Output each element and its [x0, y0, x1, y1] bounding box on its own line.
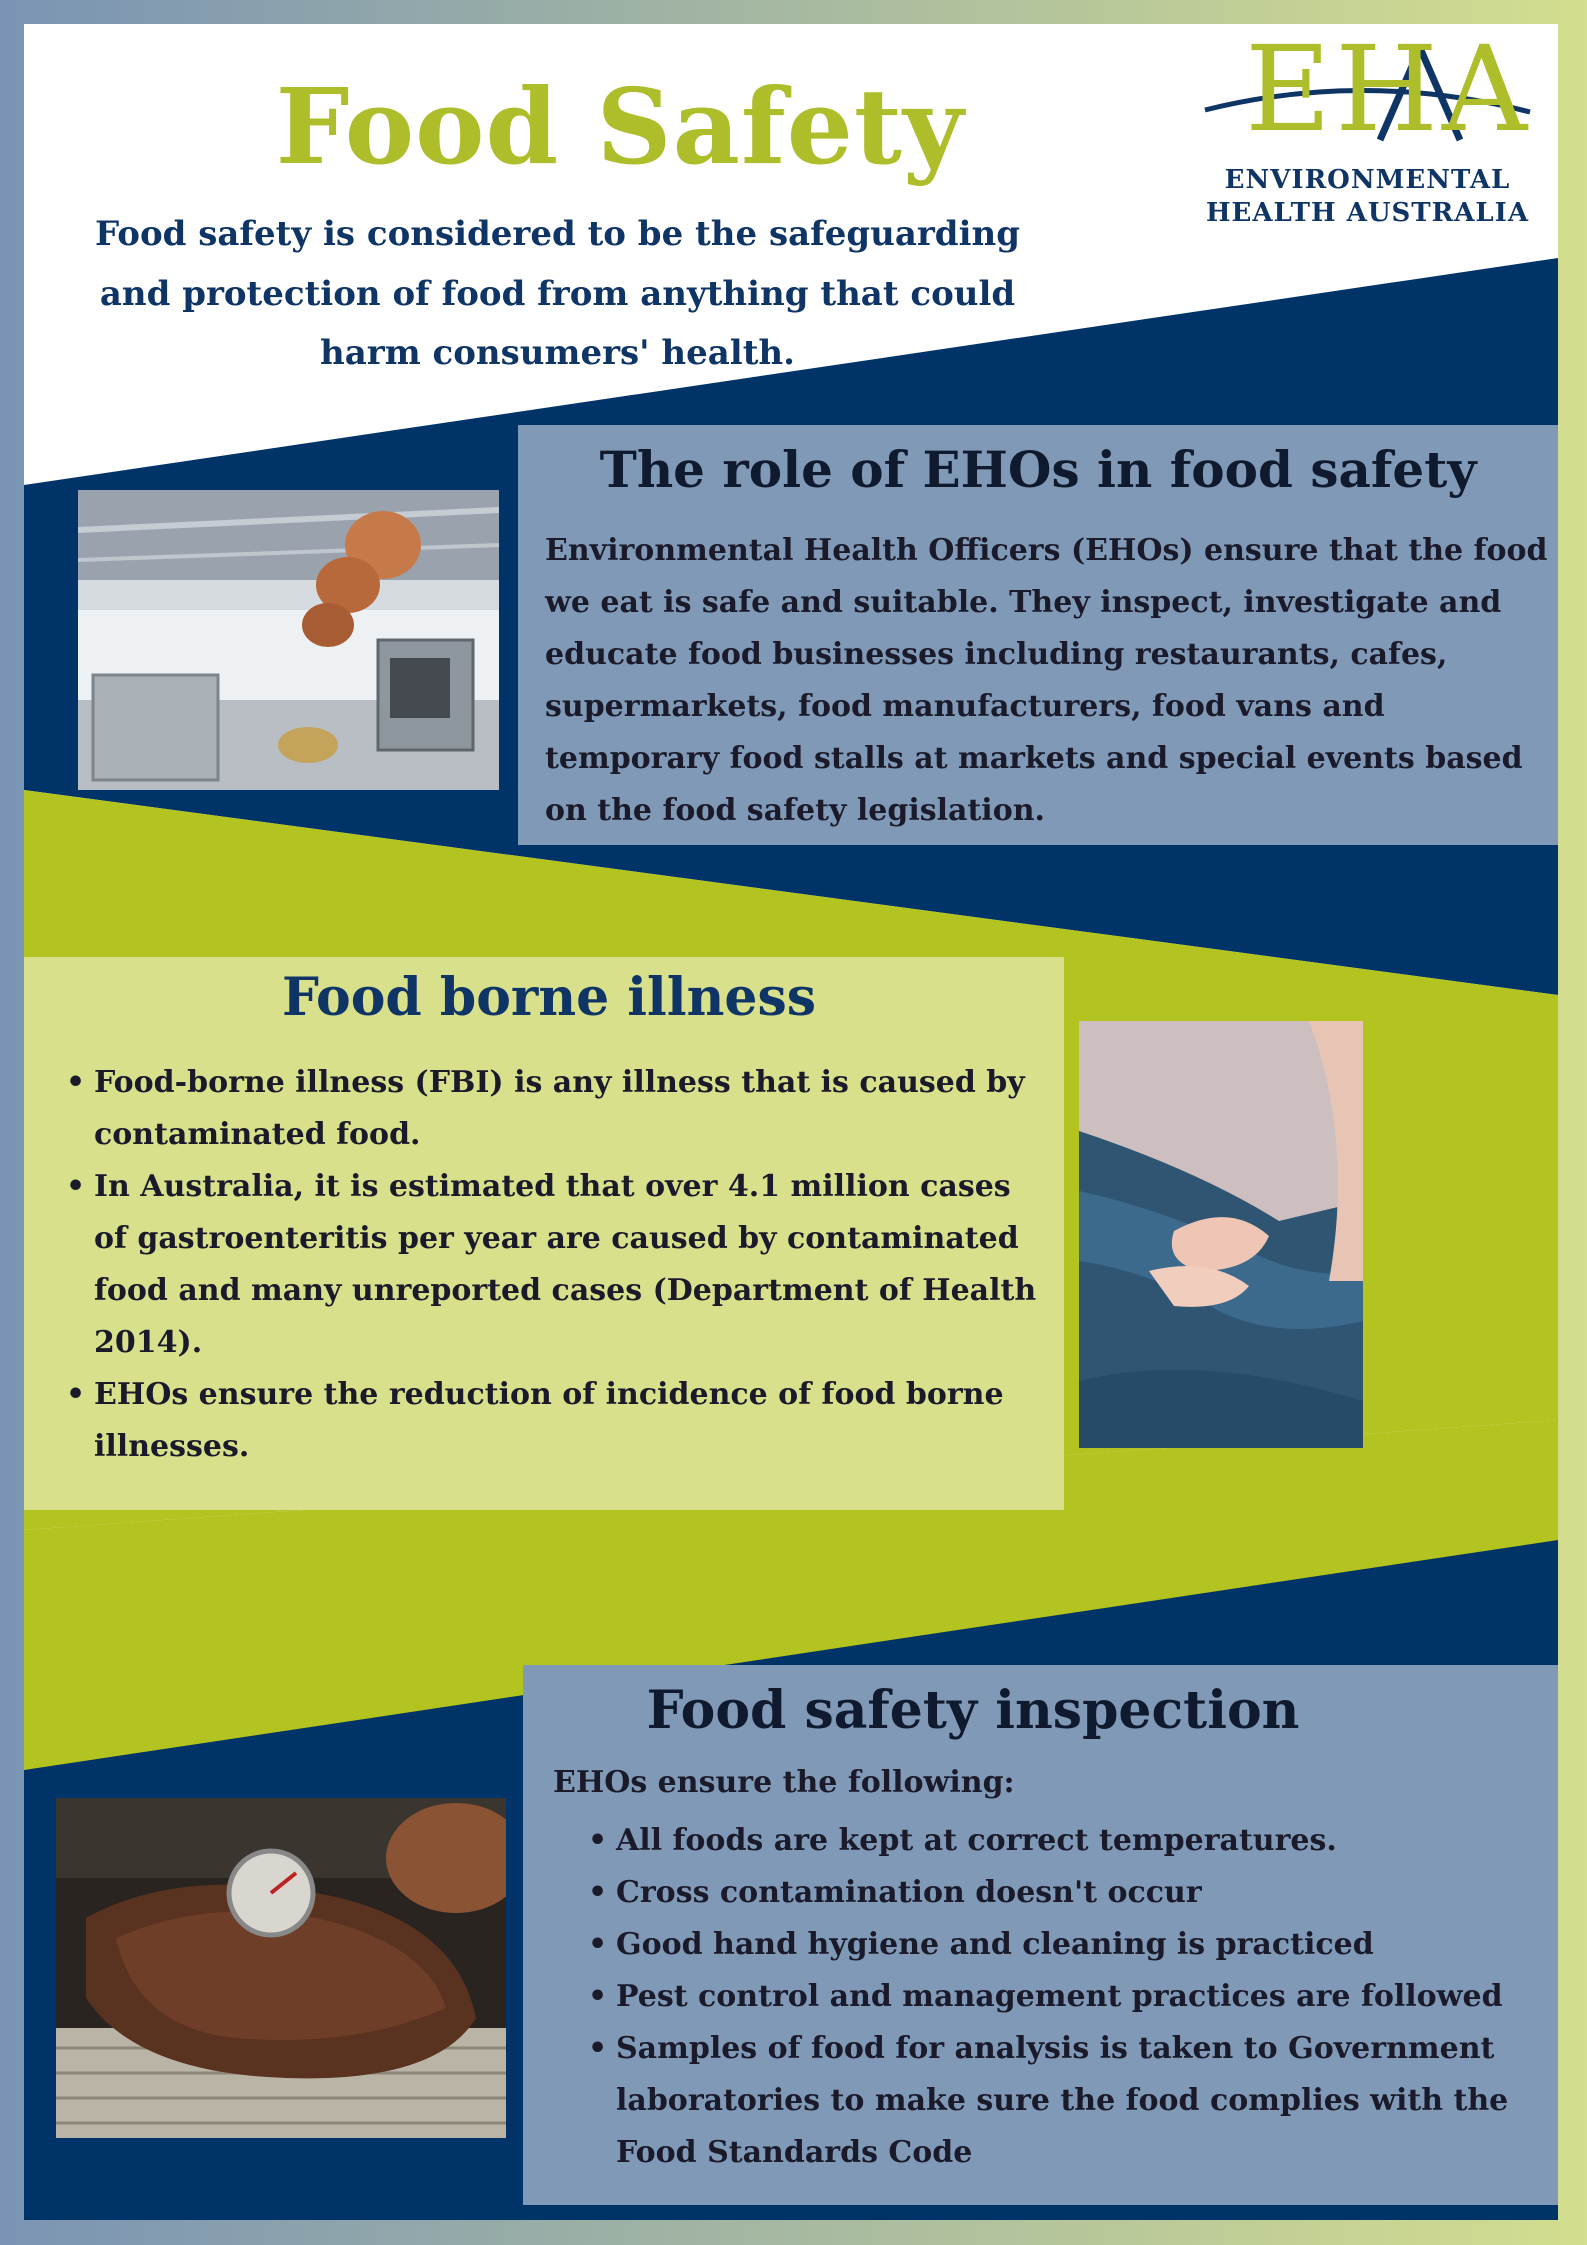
inspection-heading: Food safety inspection — [646, 1680, 1300, 1741]
page-title: Food Safety — [275, 65, 965, 188]
list-item: • Food-borne illness (FBI) is any illness that is caused by contaminated food. — [94, 1057, 1044, 1161]
role-of-ehos-panel — [518, 425, 1558, 845]
list-item: • All foods are kept at correct temperatures. — [616, 1815, 1546, 1867]
logo-text-line1: ENVIRONMENTAL — [1224, 165, 1511, 195]
kitchen-photo — [78, 490, 499, 790]
inspection-panel — [523, 1665, 1558, 2205]
list-item: • Pest control and management practices are followed — [616, 1971, 1546, 2023]
eha-logo — [1195, 20, 1540, 240]
inspection-lead: EHOs ensure the following: — [553, 1765, 1015, 1800]
list-item: • EHOs ensure the reduction of incidence of food borne illnesses. — [94, 1369, 1044, 1473]
food-borne-illness-panel — [24, 957, 1064, 1510]
intro-text: Food safety is considered to be the safeguarding and protection of food from anything that could harm consumers' health. — [95, 214, 1020, 373]
roast-meat-photo — [56, 1798, 506, 2138]
fbi-heading: Food borne illness — [281, 967, 817, 1028]
logo-text-line2: HEALTH AUSTRALIA — [1205, 198, 1530, 228]
list-item: • In Australia, it is estimated that over 4.1 million cases of gastroenteritis per year are caused by contaminated food and many unreported cases (Department of Health 2014). — [94, 1161, 1044, 1369]
inspection-list — [616, 1815, 1546, 2179]
list-item: • Cross contamination doesn't occur — [616, 1867, 1546, 1919]
stomach-photo — [1079, 1021, 1363, 1448]
logo-mark: EHA — [1245, 20, 1532, 158]
list-item: • Samples of food for analysis is taken to Government laboratories to make sure the food complies with the Food Standards Code — [616, 2023, 1546, 2179]
fbi-list — [94, 1057, 1044, 1473]
role-body-text: Environmental Health Officers (EHOs) ensure that the food we eat is safe and suitable. They inspect, investigate and educate food businesses including restaurants, cafes, supermarkets, food manufacturers, food vans and temporary food stalls at markets and special events based on the food safety legislation. — [545, 533, 1548, 828]
role-heading: The role of EHOs in food safety — [599, 440, 1477, 499]
list-item: • Good hand hygiene and cleaning is practiced — [616, 1919, 1546, 1971]
